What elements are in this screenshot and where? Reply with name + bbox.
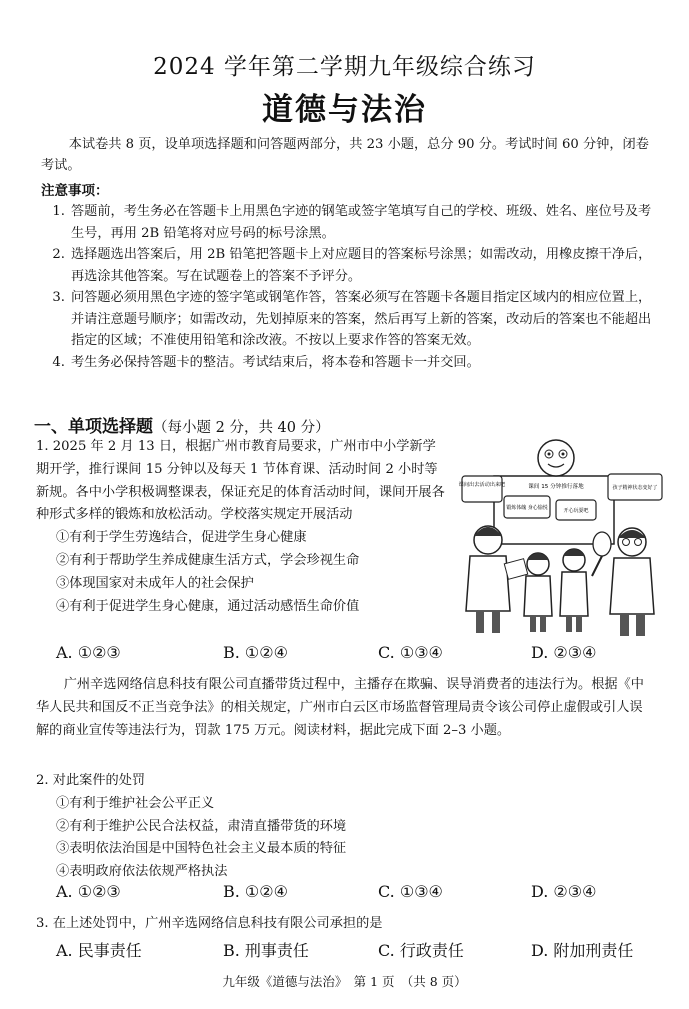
question-2-choices <box>56 882 656 905</box>
question-1 <box>36 436 446 618</box>
question-2 <box>36 770 656 884</box>
notice-item <box>41 201 653 244</box>
notice-heading: 注意事项： <box>41 183 109 199</box>
bubble-text: 孩子精神状态变好了 <box>612 485 658 491</box>
notice-item-number: 3. <box>52 290 65 305</box>
notice-item-number: 4. <box>52 354 65 370</box>
choice-c[interactable]: C. ①③④ <box>378 643 443 662</box>
exam-title: 2024 学年第二学期九年级综合练习 <box>153 54 536 80</box>
notice-item <box>41 244 653 287</box>
question-1-choices <box>56 643 656 666</box>
section-title: 一、单项选择题 <box>34 417 153 437</box>
notice-item-text: 问答题必须用黑色字迹的签字笔或钢笔作答，答案必须写在答题卡各题目指定区域内的相应位置上，并请注意题号顺序；如需改动，先划掉原来的答案，然后再写上新的答案，改动后的答案也不能超出指定的区域；不准使用铅笔和涂改液。不按以上要求作答的答案无效。 <box>71 290 652 348</box>
page-footer: 九年级《道德与法治》 第 1 页 （共 8 页） <box>222 974 467 989</box>
option-statement: ①有利于维护社会公平正义 <box>56 795 215 811</box>
option-statement: ③体现国家对未成年人的社会保护 <box>56 575 254 591</box>
choice-c[interactable]: C. 行政责任 <box>378 941 464 960</box>
choice-a[interactable]: A. 民事责任 <box>56 941 142 960</box>
choice-d[interactable]: D. ②③④ <box>531 882 597 901</box>
section-note: （每小题 2 分，共 40 分） <box>153 420 330 436</box>
notice-item-text: 考生务必保持答题卡的整洁。考试结束后，将本卷和答题卡一并交回。 <box>71 354 480 370</box>
choice-c[interactable]: C. ①③④ <box>378 882 443 901</box>
subject-title: 道德与法治 <box>262 92 427 128</box>
notice-item-text: 答题前，考生务必在答题卡上用黑色字迹的钢笔或签字笔填写自己的学校、班级、姓名、座位号及考生号，再用 2B 铅笔将对应号码的标号涂黑。 <box>71 204 652 241</box>
choice-b[interactable]: B. ①②④ <box>223 643 288 662</box>
question-stem: 1. 2025 年 2 月 13 日，根据广州市教育局要求，广州市中小学新学期开学，推行课间 15 分钟以及每天 1 节体育课、活动时间 2 小时等新规。各中小学积极调整课表，保证充足的体育活动时间，课间开展各种形式多样的锻炼和放松活动。学校落实规定开展活动 <box>36 439 445 523</box>
question-stem: 3. 在上述处罚中，广州辛选网络信息科技有限公司承担的是 <box>36 916 383 931</box>
exam-intro: 本试卷共 8 页，设单项选择题和问答题两部分，共 23 小题，总分 90 分。考试时间 60 分钟，闭卷考试。 <box>41 137 649 173</box>
option-statement: ③表明依法治国是中国特色社会主义最本质的特征 <box>56 841 347 857</box>
question-3-choices <box>56 938 656 961</box>
question-options <box>36 793 656 884</box>
notice-item-number: 1. <box>52 204 65 219</box>
section-heading <box>34 412 330 437</box>
campus-activity-illustration <box>456 436 666 641</box>
bubble-text: 课间出去活动出来吧 <box>458 482 506 488</box>
choice-b[interactable]: B. ①②④ <box>223 882 288 901</box>
question-options <box>36 527 446 618</box>
choice-a[interactable]: A. ①②③ <box>56 643 121 662</box>
option-statement: ②有利于帮助学生养成健康生活方式，学会珍视生命 <box>56 552 360 568</box>
bubble-text: 开心玩耍吧 <box>563 508 589 514</box>
notice-list <box>41 201 653 373</box>
question-3 <box>36 912 656 935</box>
option-statement: ④有利于促进学生身心健康，通过活动感悟生命价值 <box>56 598 360 614</box>
choice-b[interactable]: B. 刑事责任 <box>223 941 309 960</box>
option-statement: ①有利于学生劳逸结合，促进学生身心健康 <box>56 530 307 546</box>
option-statement: ④表明政府依法依规严格执法 <box>56 864 228 880</box>
notice-item <box>41 287 653 352</box>
option-statement: ②有利于维护公民合法权益，肃清直播带货的环境 <box>56 818 347 834</box>
choice-d[interactable]: D. ②③④ <box>531 643 597 662</box>
notice-item-text: 选择题选出答案后，用 2B 铅笔把答题卡上对应题目的答案标号涂黑；如需改动，用橡皮擦干净后，再选涂其他答案。写在试题卷上的答案不予评分。 <box>71 247 652 284</box>
notice-item-number: 2. <box>52 247 65 262</box>
bubble-text: 课间 15 分钟推行落地 <box>528 484 584 490</box>
choice-d[interactable]: D. 附加刑责任 <box>531 941 634 960</box>
mascot-icon <box>538 440 574 476</box>
reading-passage: 广州辛选网络信息科技有限公司直播带货过程中，主播存在欺骗、误导消费者的违法行为。根据《中华人民共和国反不正当竞争法》的相关规定，广州市白云区市场监督管理局责令该公司停止虚假或引人误解的商业宣传等违法行为，罚款 175 万元。阅读材料，据此完成下面 2–3 小题。 <box>36 677 644 738</box>
notice-item <box>41 352 653 374</box>
choice-a[interactable]: A. ①②③ <box>56 882 121 901</box>
question-stem: 2. 对此案件的处罚 <box>36 773 146 788</box>
racket-icon <box>593 532 611 556</box>
bubble-text: 锻炼体魄 身心愉悦 <box>506 505 548 511</box>
